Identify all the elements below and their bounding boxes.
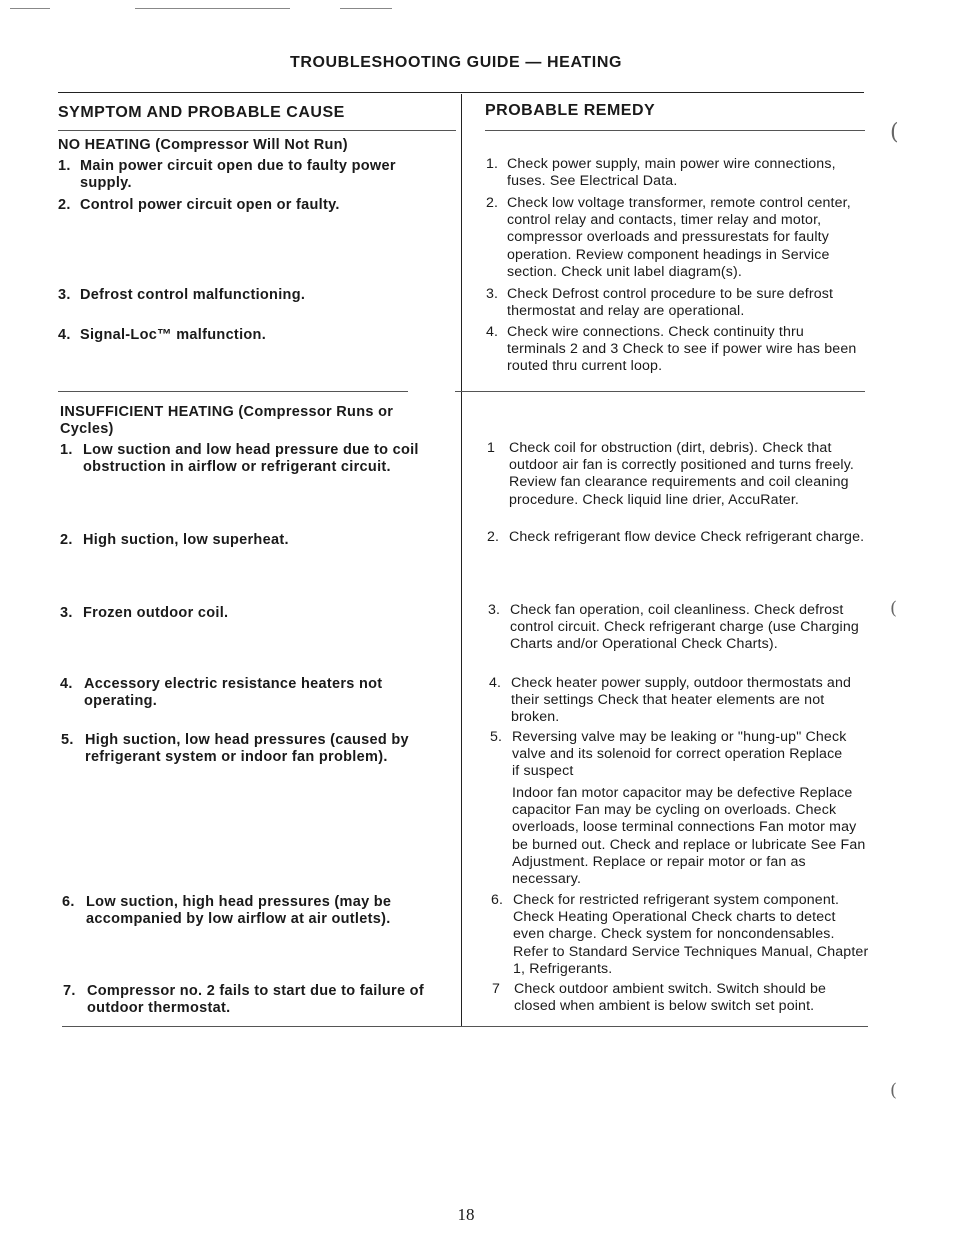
symptom-text: Accessory electric resistance heaters not operating. bbox=[84, 676, 383, 709]
remedy-item bbox=[486, 195, 864, 281]
symptom-text: Control power circuit open or faulty. bbox=[80, 197, 340, 213]
remedy-item bbox=[492, 981, 870, 1015]
remedy-text: Check coil for obstruction (dirt, debris). Check that outdoor air fan is correctly positioned and turns freely. Review fan clearance requirements and coil cleaning procedure. Check liquid line drier, AccuRater. bbox=[509, 440, 855, 508]
symptom-item bbox=[63, 983, 453, 1017]
symptom-item bbox=[62, 894, 452, 928]
remedy-column-header: PROBABLE REMEDY bbox=[485, 102, 656, 119]
table-bottom-rule bbox=[62, 1026, 868, 1027]
symptom-number: 2. bbox=[60, 532, 73, 548]
scan-mark: ( bbox=[890, 1080, 898, 1101]
symptom-number: 3. bbox=[60, 605, 73, 621]
remedy-text: Check Defrost control procedure to be sure defrost thermostat and relay are operational. bbox=[507, 286, 834, 320]
remedy-text: Check refrigerant flow device Check refrigerant charge. bbox=[509, 529, 865, 545]
section-heading-insufficient-heating: INSUFFICIENT HEATING (Compressor Runs or Cycles) bbox=[60, 404, 394, 437]
symptom-item bbox=[61, 732, 451, 766]
scan-mark: ( bbox=[890, 598, 898, 619]
symptom-text: Main power circuit open due to faulty power supply. bbox=[80, 158, 396, 191]
header-bottom-rule-right bbox=[485, 130, 865, 131]
section-divider-left bbox=[58, 391, 408, 392]
scan-artifact-line bbox=[340, 8, 392, 9]
remedy-text: Check heater power supply, outdoor thermostats and their settings Check that heater elements are not broken. bbox=[511, 675, 852, 726]
symptom-item bbox=[60, 442, 450, 476]
page-title: TROUBLESHOOTING GUIDE — HEATING bbox=[289, 54, 623, 71]
symptom-text: Defrost control malfunctioning. bbox=[80, 287, 306, 303]
symptom-number: 6. bbox=[62, 894, 75, 910]
remedy-item bbox=[487, 440, 865, 509]
header-bottom-rule-left bbox=[58, 130, 456, 131]
symptom-number: 3. bbox=[58, 287, 71, 303]
remedy-item bbox=[487, 529, 865, 546]
remedy-number: 3. bbox=[486, 286, 499, 302]
symptom-item bbox=[60, 532, 450, 549]
remedy-item bbox=[488, 602, 866, 654]
symptom-number: 7. bbox=[63, 983, 76, 999]
symptom-item bbox=[58, 197, 438, 214]
section-heading-no-heating: NO HEATING (Compressor Will Not Run) bbox=[58, 137, 348, 153]
column-divider bbox=[461, 94, 462, 1027]
symptom-item bbox=[60, 605, 450, 622]
symptom-text: Compressor no. 2 fails to start due to failure of outdoor thermostat. bbox=[87, 983, 424, 1016]
remedy-item bbox=[486, 324, 864, 376]
section-divider-right bbox=[455, 391, 865, 392]
remedy-text: Check fan operation, coil cleanliness. Check defrost control circuit. Check refrigerant charge (use Charging Charts and/or Operational Check Charts). bbox=[510, 602, 859, 653]
symptom-column-header: SYMPTOM AND PROBABLE CAUSE bbox=[58, 104, 345, 121]
remedy-item bbox=[489, 675, 867, 727]
header-top-rule bbox=[58, 92, 864, 93]
remedy-number: 4. bbox=[486, 324, 499, 340]
remedy-number: 2. bbox=[486, 195, 499, 211]
remedy-number: 5. bbox=[490, 729, 503, 745]
remedy-number: 7 bbox=[492, 981, 501, 997]
remedy-text: Check power supply, main power wire connections, fuses. See Electrical Data. bbox=[507, 156, 836, 190]
symptom-number: 5. bbox=[61, 732, 74, 748]
symptom-text: High suction, low head pressures (caused by refrigerant system or indoor fan problem). bbox=[85, 732, 409, 765]
symptom-number: 4. bbox=[58, 327, 71, 343]
symptom-item bbox=[60, 676, 450, 710]
remedy-number: 1 bbox=[487, 440, 496, 456]
remedy-text: Indoor fan motor capacitor may be defective Replace capacitor Fan may be cycling on overloads. Check overloads, loose terminal connections Fan motor may be burned out. Check and replace or lubricate See Fan Adjustment. Replace or repair motor or fan as necessary. bbox=[512, 785, 866, 888]
remedy-item bbox=[486, 286, 864, 320]
remedy-text: Reversing valve may be leaking or "hung-up" Check valve and its solenoid for correct operation Replace if suspect bbox=[512, 729, 847, 780]
scan-mark: ( bbox=[890, 120, 899, 145]
symptom-item bbox=[58, 327, 438, 344]
remedy-item bbox=[490, 785, 868, 888]
remedy-item bbox=[490, 729, 868, 781]
symptom-number: 2. bbox=[58, 197, 71, 213]
remedy-text: Check low voltage transformer, remote control center, control relay and contacts, timer relay and motor, compressor overloads and pressurestats for faulty operation. Review component headings in Service section. Check unit label diagram(s). bbox=[507, 195, 851, 280]
scan-artifact-line bbox=[135, 8, 290, 9]
symptom-item bbox=[58, 287, 438, 304]
remedy-text: Check for restricted refrigerant system component. Check Heating Operational Check charts to detect even charge. Check system for noncondensables. Refer to Standard Service Techniques Manual, Chapter 1, Refrigerants. bbox=[513, 892, 869, 977]
remedy-item bbox=[491, 892, 869, 978]
symptom-text: Low suction and low head pressure due to coil obstruction in airflow or refrigerant circuit. bbox=[83, 442, 419, 475]
symptom-text: High suction, low superheat. bbox=[83, 532, 289, 548]
remedy-text: Check outdoor ambient switch. Switch should be closed when ambient is below switch set point. bbox=[514, 981, 827, 1015]
symptom-text: Low suction, high head pressures (may be accompanied by low airflow at air outlets). bbox=[86, 894, 392, 927]
symptom-number: 1. bbox=[58, 158, 71, 174]
scan-artifact-line bbox=[10, 8, 50, 9]
symptom-text: Signal-Loc™ malfunction. bbox=[80, 327, 267, 343]
remedy-item bbox=[486, 156, 864, 190]
remedy-text: Check wire connections. Check continuity thru terminals 2 and 3 Check to see if power wire has been routed thru current loop. bbox=[507, 324, 857, 375]
symptom-text: Frozen outdoor coil. bbox=[83, 605, 229, 621]
symptom-item bbox=[58, 158, 438, 192]
page-number: 18 bbox=[457, 1205, 475, 1224]
symptom-number: 4. bbox=[60, 676, 73, 692]
remedy-number: 2. bbox=[487, 529, 500, 545]
symptom-number: 1. bbox=[60, 442, 73, 458]
remedy-number: 3. bbox=[488, 602, 501, 618]
remedy-number: 4. bbox=[489, 675, 502, 691]
remedy-number: 6. bbox=[491, 892, 504, 908]
remedy-number: 1. bbox=[486, 156, 499, 172]
